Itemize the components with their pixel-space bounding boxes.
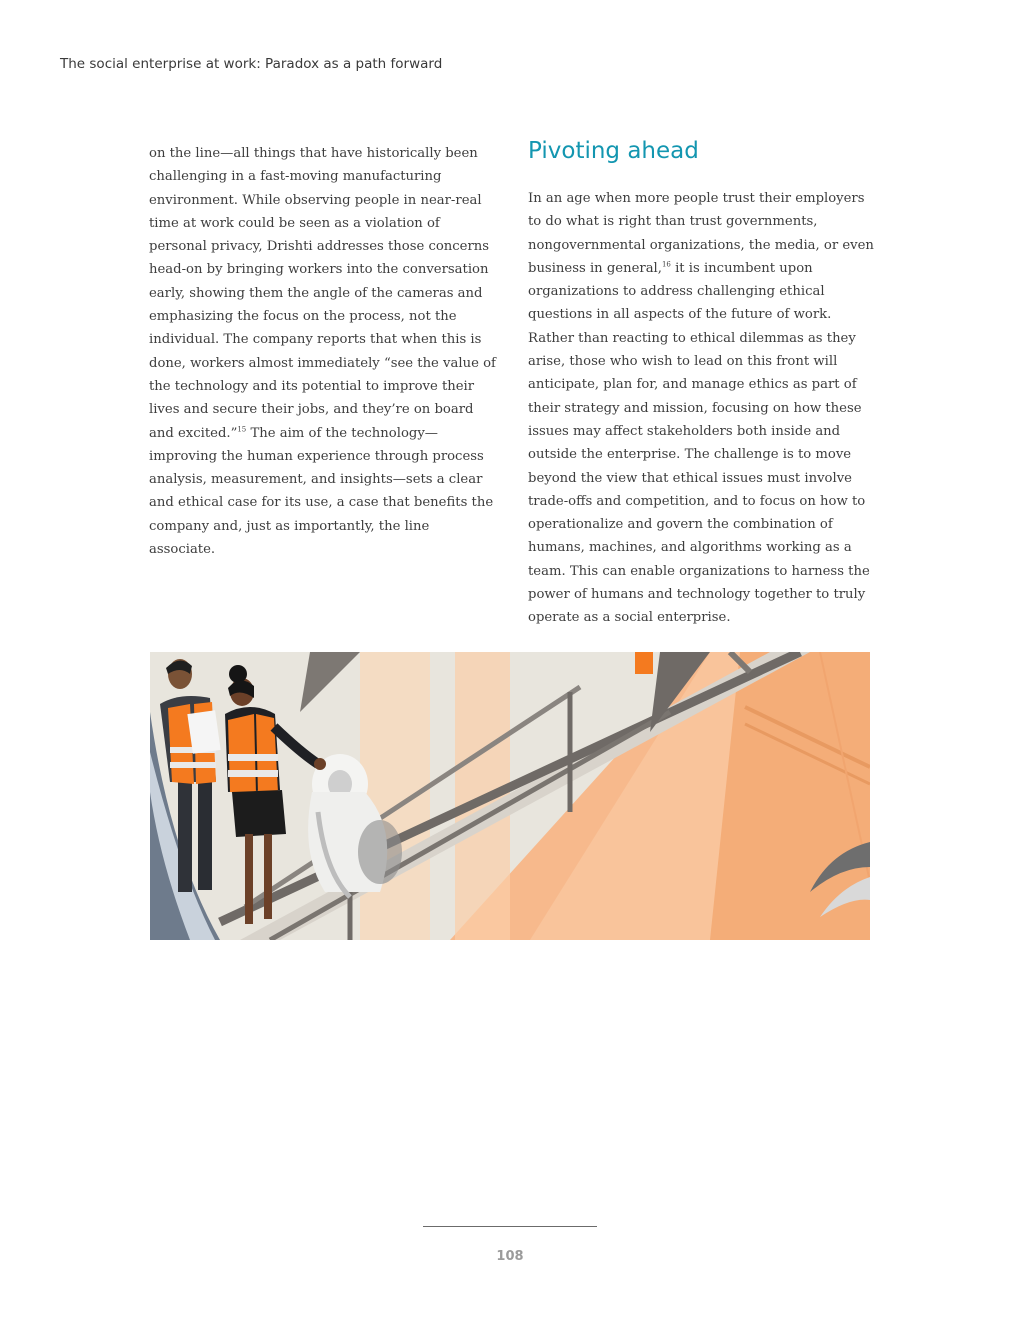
text-line: humans, machines, and algorithms working as a <box>528 540 852 556</box>
text-line: company and, just as importantly, the line <box>149 518 430 534</box>
text-line: issues may affect stakeholders both inside and <box>528 423 841 439</box>
text-line: analysis, measurement, and insights—sets a clear <box>149 472 483 488</box>
text-line: team. This can enable organizations to harness the <box>528 563 870 579</box>
text-fragment: and excited.” <box>149 425 238 441</box>
text-line: time at work could be seen as a violation of <box>149 215 440 231</box>
text-line: In an age when more people trust their employers <box>528 191 865 206</box>
text-line: personal privacy, Drishti addresses those concerns <box>149 239 490 255</box>
text-line: on the line—all things that have historically been <box>149 146 478 161</box>
text-line: operate as a social enterprise. <box>528 610 731 626</box>
text-line: challenging in a fast-moving manufacturing <box>149 169 442 185</box>
text-fragment: The aim of the technology— <box>246 425 438 441</box>
text-line: Rather than reacting to ethical dilemmas as they <box>528 330 856 346</box>
text-line <box>528 257 873 280</box>
text-line: power of humans and technology together to truly <box>528 587 866 603</box>
text-line: emphasizing the focus on the process, not the <box>149 309 457 325</box>
factory-workers-illustration-icon <box>150 652 870 940</box>
text-line: organizations to address challenging ethical <box>528 284 825 300</box>
text-line: their strategy and mission, focusing on how these <box>528 400 862 416</box>
right-text-column <box>528 138 874 630</box>
text-line: and ethical case for its use, a case that benefits the <box>149 495 494 511</box>
text-line: arise, those who wish to lead on this front will <box>528 354 838 370</box>
text-line: nongovernmental organizations, the media, or even <box>528 237 874 253</box>
text-line: associate. <box>149 542 216 558</box>
footnote-ref-15[interactable]: 15 <box>237 425 247 434</box>
footnote-ref-16[interactable]: 16 <box>661 260 671 269</box>
text-line: early, showing them the angle of the cameras and <box>149 285 483 301</box>
text-fragment: business in general, <box>528 260 662 276</box>
text-line: operationalize and govern the combination of <box>528 517 833 533</box>
text-line: anticipate, plan for, and manage ethics as part of <box>528 377 857 393</box>
left-paragraph <box>149 142 494 561</box>
text-line: trade-offs and competition, and to focus on how to <box>528 493 866 509</box>
text-fragment: it is incumbent upon <box>670 260 813 276</box>
footer-rule <box>423 1226 597 1227</box>
text-line: improving the human experience through process <box>149 448 484 464</box>
text-line: lives and secure their jobs, and they’re on board <box>149 402 474 418</box>
running-header: The social enterprise at work: Paradox as a path forward <box>60 56 443 72</box>
text-line <box>149 422 494 445</box>
text-line: questions in all aspects of the future of work. <box>528 307 832 323</box>
text-line: individual. The company reports that when this is <box>149 332 482 348</box>
text-line: head-on by bringing workers into the conversation <box>149 262 489 278</box>
page-number: 108 <box>496 1249 524 1264</box>
text-line: done, workers almost immediately “see the value of <box>149 355 496 371</box>
text-line: outside the enterprise. The challenge is to move <box>528 447 852 463</box>
text-line: environment. While observing people in near-real <box>149 192 482 208</box>
text-line: to do what is right than trust governments, <box>528 214 818 230</box>
left-text-column <box>149 142 494 561</box>
text-line: the technology and its potential to improve their <box>149 378 475 394</box>
right-paragraph <box>528 187 873 630</box>
section-heading: Pivoting ahead <box>528 138 699 164</box>
text-line: beyond the view that ethical issues must involve <box>528 470 852 486</box>
